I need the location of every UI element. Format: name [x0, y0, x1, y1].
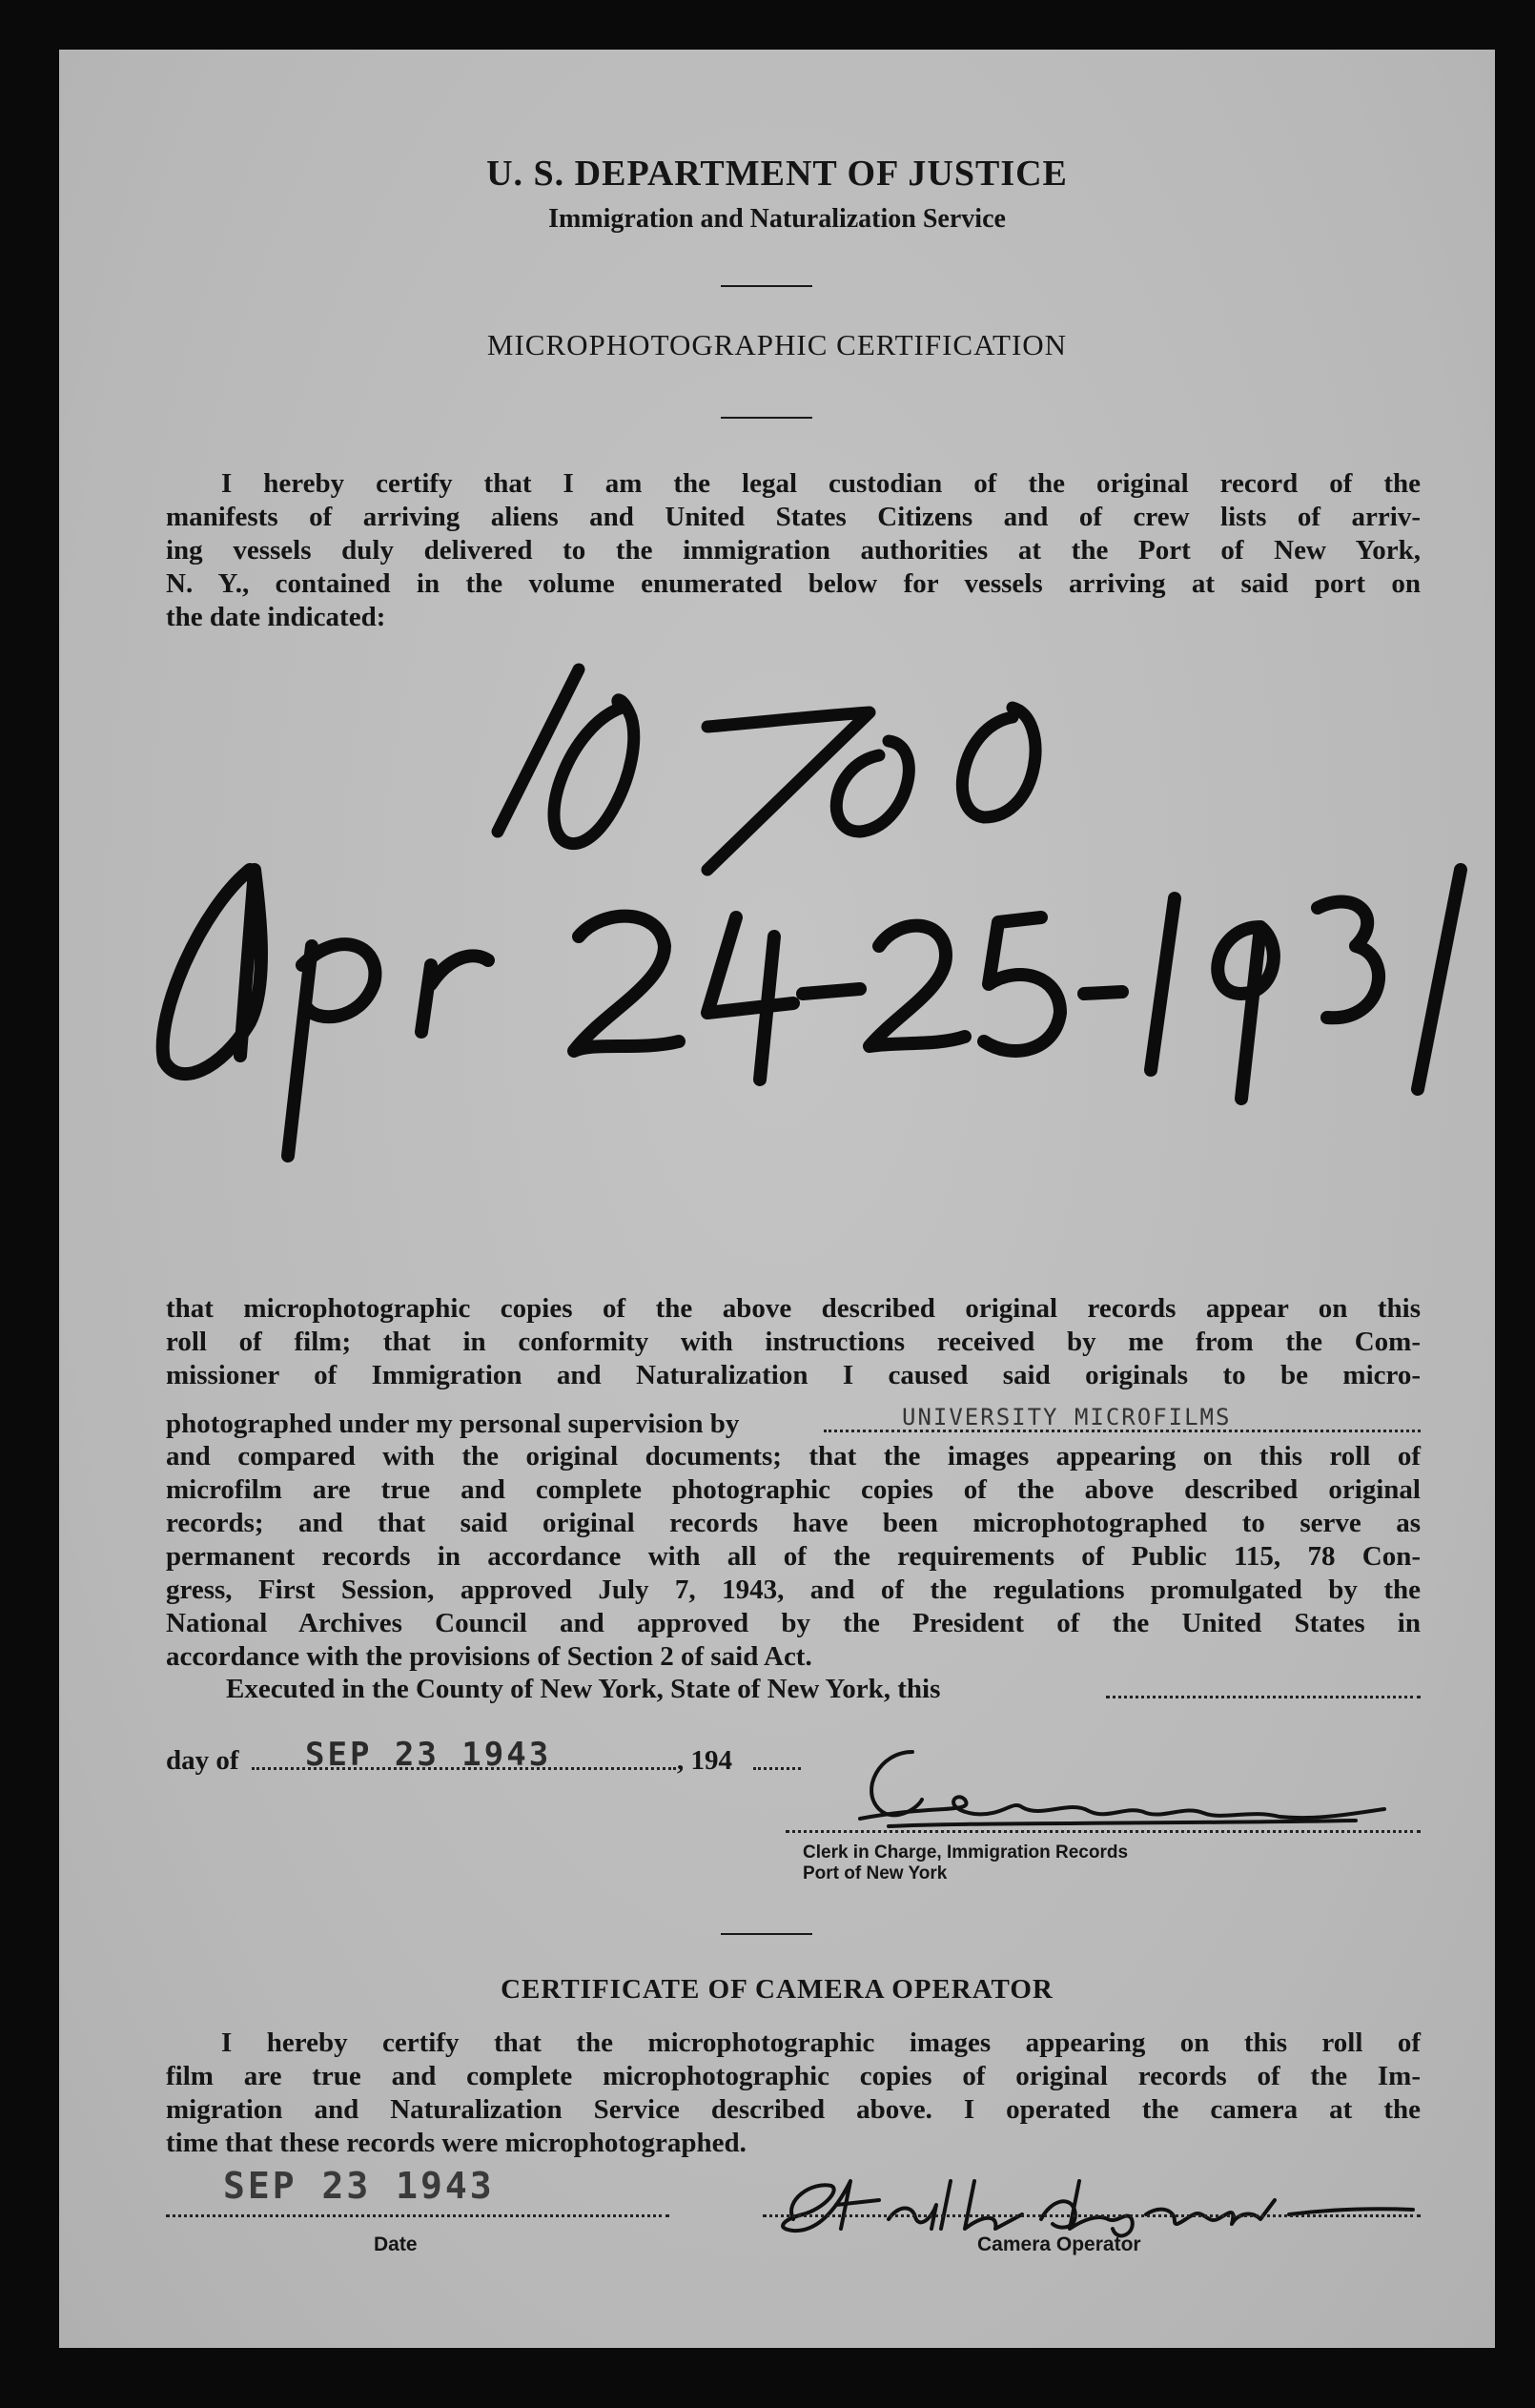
text-line: the date indicated: — [166, 602, 386, 632]
divider-rule — [721, 417, 812, 419]
text-line: and compared with the original documents; that the images appearing on this roll of — [166, 1441, 1421, 1472]
date-stamp: SEP 23 1943 — [305, 1736, 552, 1774]
text-line: film are true and complete microphotographic copies of original records of the Im- — [166, 2061, 1421, 2091]
supervision-label: photographed under my personal supervision by — [166, 1409, 740, 1439]
clerk-title-line: Port of New York — [803, 1863, 948, 1883]
camera-certificate-paragraph — [166, 2027, 1421, 2160]
certificate-page — [59, 50, 1495, 2348]
date-label: Date — [374, 2233, 418, 2255]
executed-text: Executed in the County of New York, State of New York, this — [226, 1674, 941, 1704]
divider-rule — [721, 285, 812, 287]
handwritten-dates — [145, 851, 1527, 1165]
text-line: gress, First Session, approved July 7, 1943, and of the regulations promulgated by the — [166, 1574, 1421, 1605]
text-line: roll of film; that in conformity with instructions received by me from the Com- — [166, 1327, 1421, 1357]
text-line: ing vessels duly delivered to the immigration authorities at the Port of New York, — [166, 535, 1421, 566]
service-subheading: Immigration and Naturalization Service — [548, 204, 1006, 234]
text-line: National Archives Council and approved by the President of the United States in — [166, 1608, 1421, 1638]
text-line: migration and Naturalization Service described above. I operated the camera at the — [166, 2094, 1421, 2125]
camera-operator-line — [763, 2214, 1421, 2217]
clerk-title — [803, 1842, 1128, 1884]
clerk-title-line: Clerk in Charge, Immigration Records — [803, 1842, 1129, 1863]
divider-rule — [721, 1933, 812, 1935]
text-line: microfilm are true and complete photographic copies of the above described original — [166, 1474, 1421, 1505]
clerk-signature-line — [786, 1830, 1421, 1833]
text-line: manifests of arriving aliens and United States Citizens and of crew lists of arriv- — [166, 502, 1421, 532]
text-line: missioner of Immigration and Naturalization I caused said originals to be micro- — [166, 1360, 1421, 1390]
year-prefix: , 194 — [677, 1745, 732, 1776]
text-line: I hereby certify that I am the legal custodian of the original record of the — [221, 468, 1421, 499]
text-line: I hereby certify that the microphotographic images appearing on this roll of — [221, 2027, 1421, 2058]
certification-title: MICROPHOTOGRAPHIC CERTIFICATION — [486, 328, 1068, 361]
camera-certificate-title: CERTIFICATE OF CAMERA OPERATOR — [501, 1974, 1054, 2005]
year-dotted-line — [753, 1767, 801, 1770]
supervision-value: UNIVERSITY MICROFILMS — [902, 1404, 1232, 1430]
text-line: records; and that said original records have been microphotographed to serve as — [166, 1508, 1421, 1538]
day-of-label: day of — [166, 1745, 239, 1776]
camera-date-stamp: SEP 23 1943 — [223, 2165, 495, 2207]
certification-paragraph-compliance — [166, 1440, 1421, 1674]
certification-paragraph-copies — [166, 1292, 1421, 1392]
text-line: that microphotographic copies of the above described original records appear on this — [166, 1293, 1421, 1324]
text-line: time that these records were microphotographed. — [166, 2128, 747, 2158]
text-line: permanent records in accordance with all of the requirements of Public 115, 78 Con- — [166, 1541, 1421, 1572]
camera-operator-label: Camera Operator — [977, 2233, 1141, 2255]
camera-date-line — [166, 2214, 669, 2217]
handwritten-volume-number — [479, 603, 1051, 889]
executed-dotted-line — [1106, 1696, 1421, 1698]
text-line: accordance with the provisions of Section 2 of said Act. — [166, 1641, 812, 1672]
text-line: N. Y., contained in the volume enumerated below for vessels arriving at said port on — [166, 568, 1421, 599]
department-heading: U. S. DEPARTMENT OF JUSTICE — [486, 154, 1068, 194]
